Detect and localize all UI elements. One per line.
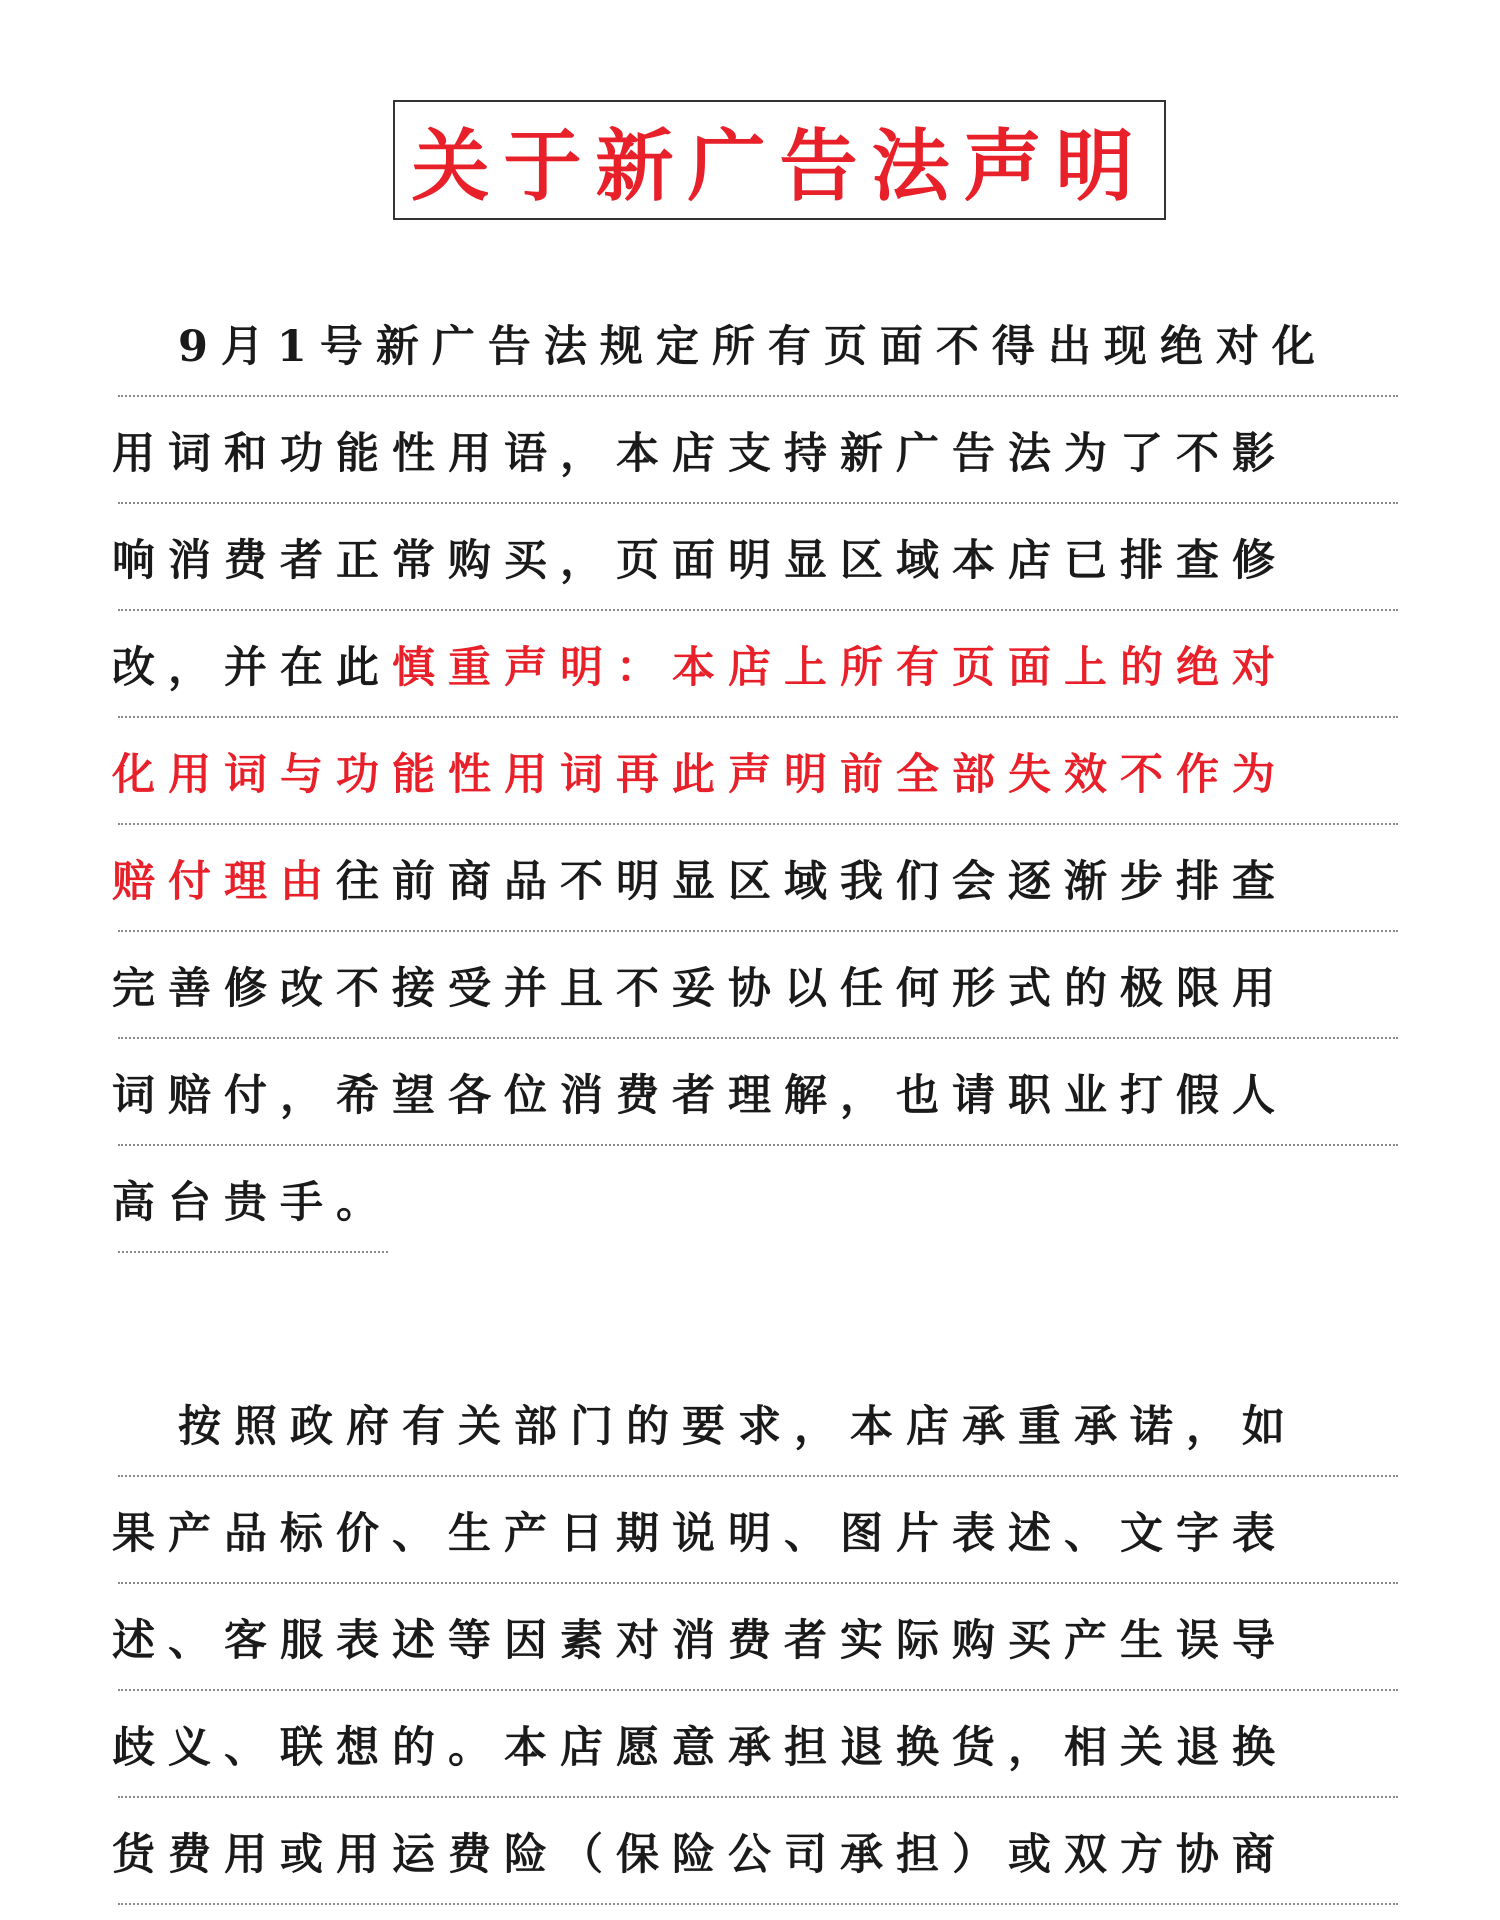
line-text: 响消费者正常购买，页面明显区域本店已排查修	[112, 536, 1288, 586]
text-line	[112, 298, 1398, 405]
line-text: 果产品标价、生产日期说明、图片表述、文字表	[112, 1509, 1288, 1559]
dotted-rule	[118, 1903, 1398, 1905]
line-text: 往前商品不明显区域我们会逐渐步排查	[336, 857, 1288, 907]
text-line	[112, 619, 1398, 726]
dotted-rule	[118, 823, 1398, 825]
dotted-rule	[118, 1251, 388, 1253]
dotted-rule	[118, 1475, 1398, 1477]
text-line	[112, 1485, 1398, 1592]
dotted-rule	[118, 502, 1398, 504]
text-line	[112, 1047, 1398, 1154]
statement-paragraph-1	[112, 298, 1398, 1261]
text-line	[112, 726, 1398, 833]
dotted-rule	[118, 930, 1398, 932]
title-box	[393, 100, 1166, 220]
statement-paragraph-2	[112, 1378, 1398, 1913]
dotted-rule	[118, 716, 1398, 718]
line-text: 改，并在此	[112, 643, 392, 693]
dotted-rule	[118, 395, 1398, 397]
line-text: 高台贵手。	[112, 1178, 392, 1228]
text-line	[112, 1154, 1398, 1261]
dotted-rule	[118, 1796, 1398, 1798]
line-text: 用词和功能性用语，本店支持新广告法为了不影	[112, 429, 1288, 479]
text-line	[112, 833, 1398, 940]
text-line	[112, 512, 1398, 619]
dotted-rule	[118, 1582, 1398, 1584]
text-line	[112, 940, 1398, 1047]
line-text: 述、客服表述等因素对消费者实际购买产生误导	[112, 1616, 1288, 1666]
line-text: 9月1号新广告法规定所有页面不得出现绝对化	[178, 322, 1328, 372]
line-text: 完善修改不接受并且不妥协以任何形式的极限用	[112, 964, 1288, 1014]
page-title: 关于新广告法声明	[411, 121, 1148, 212]
text-line	[112, 1699, 1398, 1806]
highlighted-declaration: 赔付理由	[112, 857, 336, 907]
text-line	[112, 1378, 1398, 1485]
highlighted-declaration: 慎重声明：本店上所有页面上的绝对	[392, 643, 1288, 693]
text-line	[112, 405, 1398, 512]
line-text: 歧义、联想的。本店愿意承担退换货，相关退换	[112, 1723, 1288, 1773]
dotted-rule	[118, 1689, 1398, 1691]
dotted-rule	[118, 1144, 1398, 1146]
dotted-rule	[118, 609, 1398, 611]
line-text: 词赔付，希望各位消费者理解，也请职业打假人	[112, 1071, 1288, 1121]
line-text: 货费用或用运费险（保险公司承担）或双方协商	[112, 1830, 1288, 1880]
dotted-rule	[118, 1037, 1398, 1039]
highlighted-declaration: 化用词与功能性用词再此声明前全部失效不作为	[112, 750, 1288, 800]
line-text: 按照政府有关部门的要求，本店承重承诺，如	[178, 1402, 1298, 1452]
text-line	[112, 1592, 1398, 1699]
text-line	[112, 1806, 1398, 1913]
